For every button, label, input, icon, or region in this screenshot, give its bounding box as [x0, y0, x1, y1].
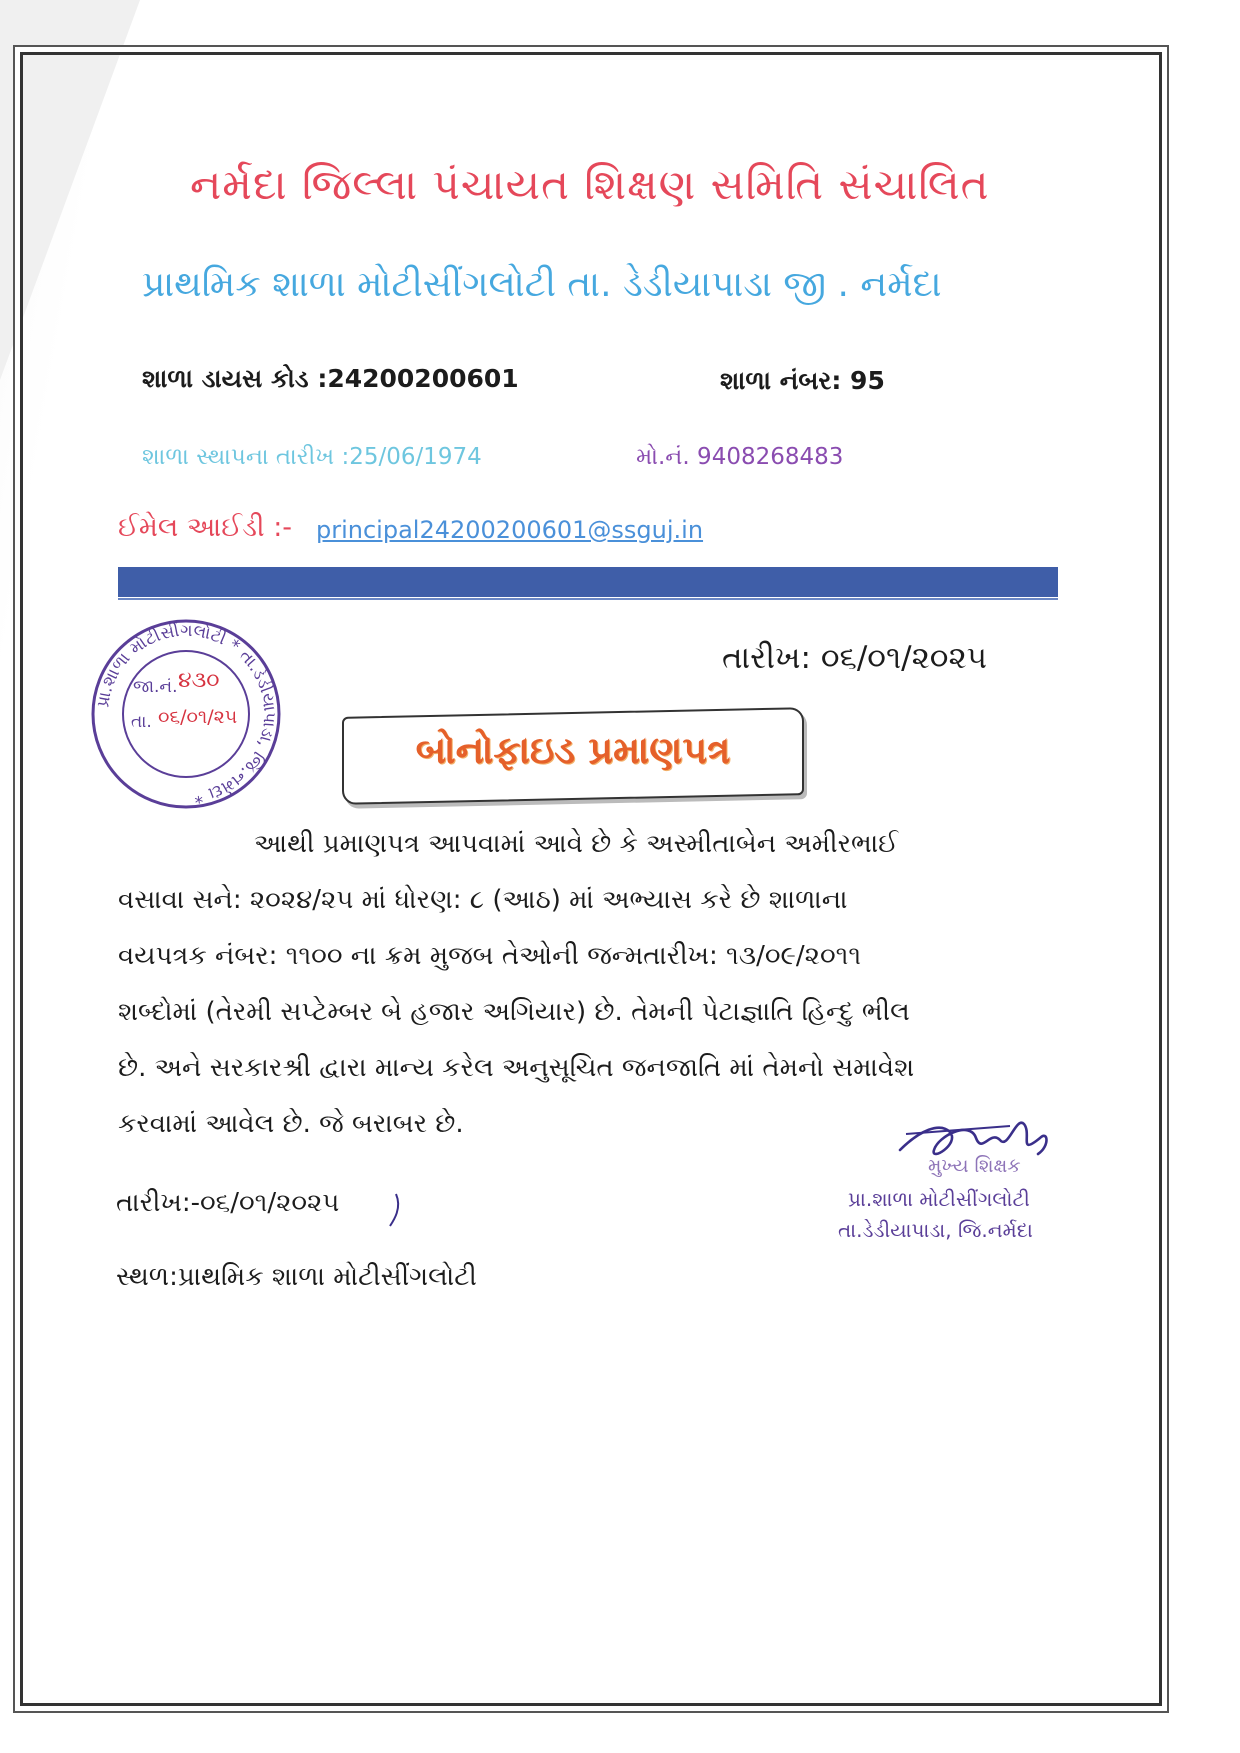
seal-jan-label: જા.નં. — [133, 677, 178, 697]
header-line-2: પ્રાથમિક શાળા મોટીસીંગલોટી તા. ડેડીયાપાડા જી . નર્મદા — [142, 264, 942, 305]
body-line: આથી પ્રમાણપત્ર આપવામાં આવે છે કે અસ્મીતાબેન અમીરભાઈ — [254, 829, 899, 859]
body-line: કરવામાં આવેલ છે. જે બરાબર છે. — [118, 1109, 464, 1139]
certificate-body — [118, 816, 1058, 1152]
signatory-school: પ્રા.શાળા મોટીસીંગલોટી — [848, 1187, 1030, 1211]
certificate-title: બોનોફાઇડ પ્રમાણપત્ર — [415, 728, 731, 772]
signatory-address: તા.ડેડીયાપાડા, જિ.નર્મદા — [838, 1218, 1033, 1242]
body-line: વયપત્રક નંબર: ૧૧૦૦ ના ક્રમ મુજબ તેઓની જન્મતારીખ: ૧૩/૦૯/૨૦૧૧ — [118, 941, 862, 971]
seal-date-label: તા. — [131, 712, 152, 732]
dise-code: શાળા ડાયસ કોડ :24200200601 — [142, 364, 519, 393]
issue-date-bottom: તારીખ:-૦૬/૦૧/૨૦૨૫ — [116, 1188, 340, 1218]
pen-mark-icon — [388, 1190, 428, 1230]
email-label: ઈમેલ આઈડી :- — [118, 512, 293, 543]
seal-date-value: ૦૬/૦૧/૨૫ — [158, 706, 238, 728]
body-line: શબ્દોમાં (તેરમી સપ્ટેમ્બર બે હજાર અગિયાર) છે. તેમની પેટાજ્ઞાતિ હિન્દુ ભીલ — [118, 997, 910, 1027]
header-divider-bar — [118, 567, 1058, 597]
body-line: વસાવા સને: ૨૦૨૪/૨૫ માં ધોરણ: ૮ (આઠ) માં અભ્યાસ કરે છે શાળાના — [118, 885, 848, 915]
body-line: છે. અને સરકારશ્રી દ્વારા માન્ય કરેલ અનુસૂચિત જનજાતિ માં તેમનો સમાવેશ — [118, 1053, 915, 1083]
header-line-1: નર્મદા જિલ્લા પંચાયત શિક્ષણ સમિતિ સંચાલિત — [190, 160, 990, 209]
signatory-title: મુખ્ય શિક્ષક — [928, 1155, 1021, 1177]
seal-ring-text: પ્રા.શાળા મોટીસીંગલોટી * તા.ડેડીયાપાડા, જિ.નર્મદા * — [93, 620, 280, 807]
school-number: શાળા નંબર: 95 — [720, 366, 885, 395]
header-divider-line — [118, 598, 1058, 600]
place-of-issue: સ્થળ:પ્રાથમિક શાળા મોટીસીંગલોટી — [116, 1262, 477, 1292]
email-link[interactable]: principal24200200601@ssguj.in — [316, 516, 704, 544]
establishment-date: શાળા સ્થાપના તારીખ :25/06/1974 — [142, 444, 482, 470]
issue-date-top: તારીખ: ૦૬/૦૧/૨૦૨૫ — [722, 640, 988, 676]
seal-jan-value: ૪૩૦ — [178, 668, 220, 693]
mobile-number: મો.નં. 9408268483 — [636, 444, 844, 470]
